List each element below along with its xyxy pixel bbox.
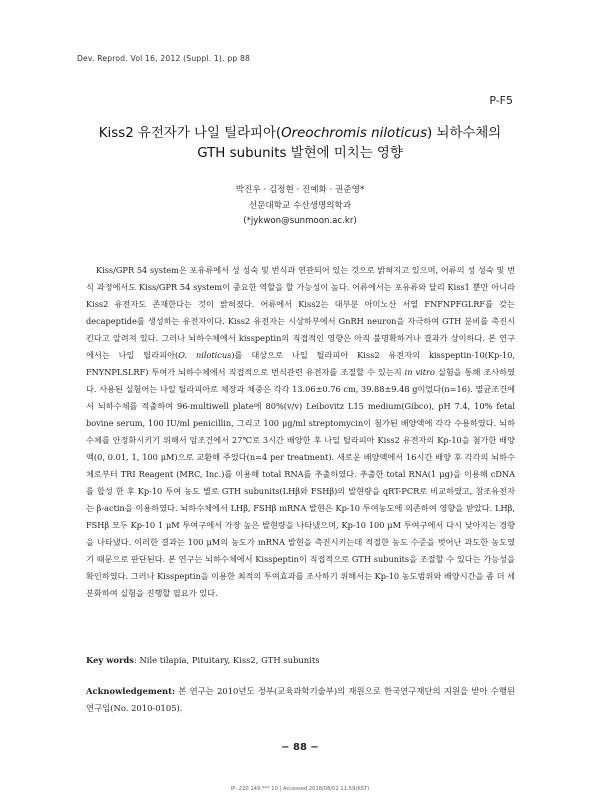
acknowledgement: [86, 683, 515, 717]
author-affiliation: 선문대학교 수산생명의학과: [248, 200, 352, 211]
abstract: [86, 262, 515, 602]
title-line-1: Kiss2 유전자가 나일 틸라피아(Oreochromis niloticus) 뇌하수체의: [98, 126, 502, 141]
title-line-2: GTH subunits 발현에 미치는 영향: [197, 146, 403, 161]
author-block: [60, 183, 540, 230]
author-names: 박진우 · 김정현 · 진예화 · 권준영*: [235, 185, 365, 195]
keywords: [86, 652, 515, 669]
author-email: (*jykwon@sunmoon.ac.kr): [243, 216, 357, 226]
journal-header: Dev. Reprod. Vol 16, 2012 (Suppl. 1). pp 88: [77, 54, 251, 63]
keywords-text: : Nile tilapia, Pituitary, Kiss2, GTH subunits: [133, 655, 320, 665]
paper-title: [60, 124, 540, 164]
keywords-label: Key words: [86, 655, 134, 665]
poster-code: P-F5: [489, 94, 513, 107]
acknowledgement-label: Acknowledgement:: [86, 686, 176, 696]
acknowledgement-text: 본 연구는 2010년도 정부(교육과학기술부)의 재원으로 한국연구재단의 지원을 받아 수행된 연구임(No. 2010-0105).: [86, 686, 515, 713]
abstract-paragraph: Kiss/GPR 54 system은 포유류에서 성 성숙 및 번식과 연관되어 있는 것으로 밝혀지고 있으며, 어류의 성 성숙 및 번식 과정에서도 Kiss/GPR 54 system이 중요한 역할을 할 가능성이 높다. 어류에서는 포유류와 달리 Kiss1 뿐만 아니라 Kiss2 유전자도 존재한다는 것이 밝혀졌다. 어류에서 Kiss2는 대부분 아미노산 서열 FNFNPFGLRF를 갖는 decapeptide를 생성하는 유전자이다. Kiss2 유전자는 시상하부에서 GnRH neuron을 자극하여 GTH 분비를 촉진시킨다고 알려져 있다. 그러나 뇌하수체에서 kisspeptin의 직접적인 영향은 아직 불명확하거나 결과가 상이하다. 본 연구에서는 나일 틸라피아(O. niloticus)를 대상으로 나일 틸라피아 Kiss2 유전자의 kisspeptin-10(Kp-10, FNYNPLSLRF) 투여가 뇌하수체에서 직접적으로 번식관련 유전자를 조절할 수 있는지 in vitro 실험을 통해 조사하였다. 사용된 실험어는 나일 틸라피아로 체장과 체중은 각각 13.06±0.76 cm, 39.88±9.48 g이었다(n=16). 멸균조건에서 뇌하수체를 적출하여 96-multiwell plate에 80%(v/v) Leibovitz L15 medium(Gibco), pH 7.4, 10% fetal bovine serum, 100 IU/ml penicillin, 그리고 100 μg/ml streptomycin이 첨가된 배양액에 각각 수용하였다. 뇌하수체를 안정화시키기 위해서 암조건에서 27℃로 3시간 배양한 후 나일 틸라피아 Kiss2 유전자의 Kp-10을 첨가한 배양액(0, 0.01, 1, 100 μM)으로 교환해 주었다(n=4 per treatment). 새로운 배양액에서 16시간 배양 후 각각의 뇌하수체로부터 TRI Reagent (MRC, Inc.)를 이용해 total RNA를 추출하였다. 추출한 total RNA(1 μg)을 이용해 cDNA를 합성 한 후 Kp-10 투여 농도 별로 GTH subunits(LHβ와 FSHβ)의 발현량을 qRT-PCR로 비교하였고, 참조유전자는 β-actin을 이용하였다. 뇌하수체에서 LHβ, FSHβ mRNA 발현은 Kp-10 투여농도에 의존하여 영향을 받았다. LHβ, FSHβ 모두 Kp-10 1 μM 투여구에서 가장 높은 발현량을 나타냈으며, Kp-10 100 μM 투여구에서 다시 낮아지는 경향을 나타냈다. 이러한 결과는 100 μM의 농도가 mRNA 발현을 촉진시키는데 적절한 농도 수준을 벗어난 과도한 농도였기 때문으로 판단된다. 본 연구는 뇌하수체에서 Kisspeptin이 직접적으로 GTH subunits을 조절할 수 있다는 가능성을 확인하였다. 그러나 Kisspeptin을 이용한 최적의 투여효과를 조사하기 위해서는 Kp-10 농도범위와 배양시간을 좀 더 세분화하여 실험을 진행할 필요가 있다.: [86, 265, 515, 598]
page-number: − 88 −: [281, 742, 319, 753]
download-footer: IP: 220.149.*** 10 | Accessed 2018/08/02 11:59(KST): [230, 786, 370, 792]
